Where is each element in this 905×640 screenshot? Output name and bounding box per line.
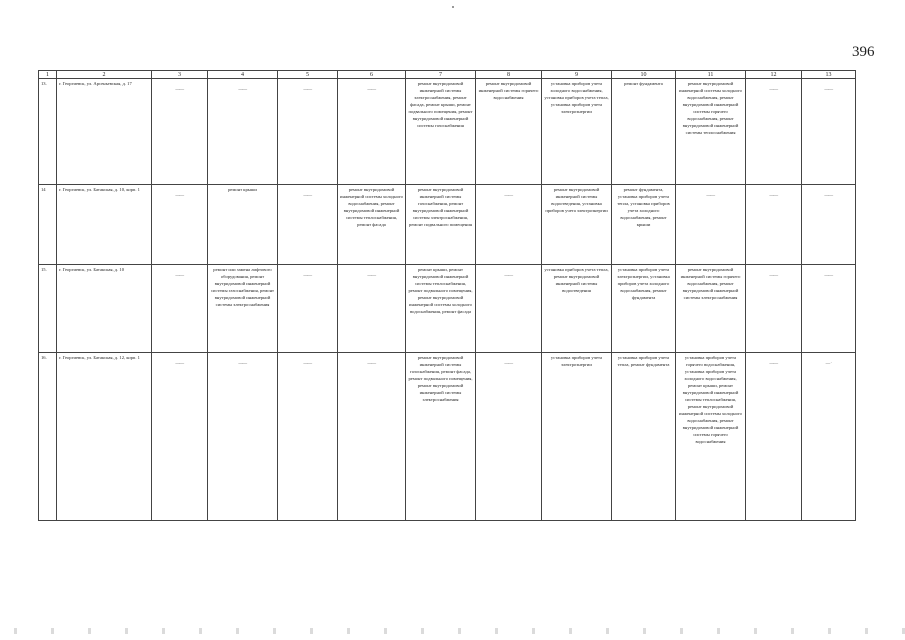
cell-col-6: ремонт внутридомовой инженерной системы холодного водоснабжения, ремонт внутридомовой инженерной системы теплоснабжения, ремонт фасада bbox=[338, 185, 406, 265]
table-row bbox=[39, 79, 856, 185]
cell-col-11: ремонт внутридомовой инженерной системы горячего водоснабжения, ремонт внутридомовой инженерной системы электроснабжения bbox=[676, 265, 746, 353]
col-header-11: 11 bbox=[676, 71, 746, 79]
cell-col-13: —— bbox=[802, 185, 856, 265]
cell-col-6: —— bbox=[338, 79, 406, 185]
col-header-10: 10 bbox=[612, 71, 676, 79]
col-header-13: 13 bbox=[802, 71, 856, 79]
cell-col-9: установка приборов учета тепла, ремонт внутридомовой инженерной системы водоотведения bbox=[542, 265, 612, 353]
cell-col-12: —— bbox=[746, 353, 802, 521]
cell-col-13: — · bbox=[802, 353, 856, 521]
row-number: 15. bbox=[39, 265, 57, 353]
row-number: 16. bbox=[39, 353, 57, 521]
cell-col-7: ремонт внутридомовой инженерной системы газоснабжения, ремонт внутридомовой инженерной системы электроснабжения, ремонт подвального помещения bbox=[406, 185, 476, 265]
cell-col-7: ремонт внутридомовой инженерной системы электроснабжения, ремонт фасада, ремонт крыши, ремонт подвального помещения, ремонт внутридомовой инженерной системы газоснабжения bbox=[406, 79, 476, 185]
col-header-1: 1 bbox=[39, 71, 57, 79]
cell-col-7: ремонт крыши, ремонт внутридомовой инженерной системы теплоснабжения, ремонт подвального помещения, ремонт внутридомовой инженерной системы холодного водоснабжения, ремонт фасада bbox=[406, 265, 476, 353]
col-header-9: 9 bbox=[542, 71, 612, 79]
cell-col-3: —— bbox=[152, 79, 208, 185]
cell-col-12: —— bbox=[746, 185, 802, 265]
cell-col-10: ремонт фундамента bbox=[612, 79, 676, 185]
cell-col-11: —— bbox=[676, 185, 746, 265]
cell-col-8: ремонт внутридомовой инженерной системы горячего водоснабжения bbox=[476, 79, 542, 185]
cell-col-10: ремонт фундамента, установка приборов учета тепла, установка приборов учета холодного водоснабжения, ремонт крыши bbox=[612, 185, 676, 265]
col-header-5: 5 bbox=[278, 71, 338, 79]
cell-col-5: —— bbox=[278, 185, 338, 265]
cell-col-10: установка приборов учета тепла, ремонт фундамента bbox=[612, 353, 676, 521]
scan-speck bbox=[452, 6, 454, 8]
cell-col-4: —— bbox=[208, 79, 278, 185]
cell-col-13: —— bbox=[802, 79, 856, 185]
col-header-3: 3 bbox=[152, 71, 208, 79]
cell-col-8: —— bbox=[476, 353, 542, 521]
col-header-7: 7 bbox=[406, 71, 476, 79]
cell-col-3: —— bbox=[152, 185, 208, 265]
cell-col-5: —— bbox=[278, 265, 338, 353]
cell-col-13: —— bbox=[802, 265, 856, 353]
col-header-8: 8 bbox=[476, 71, 542, 79]
cell-col-12: —— bbox=[746, 265, 802, 353]
cell-col-4: —— bbox=[208, 353, 278, 521]
row-address: г. Георгиевск, ул. Батакская, д. 10, корп. 1 bbox=[57, 185, 152, 265]
col-header-4: 4 bbox=[208, 71, 278, 79]
cell-col-4: ремонт крыши bbox=[208, 185, 278, 265]
table-row bbox=[39, 185, 856, 265]
cell-col-12: —— bbox=[746, 79, 802, 185]
cell-col-5: —— bbox=[278, 353, 338, 521]
row-number: 14 bbox=[39, 185, 57, 265]
cell-col-5: —— bbox=[278, 79, 338, 185]
cell-col-3: —— bbox=[152, 353, 208, 521]
cell-col-11: ремонт внутридомовой инженерной системы холодного водоснабжения, ремонт внутридомовой инженерной системы горячего водоснабжения, ремонт внутридомовой инженерной системы теплоснабжения bbox=[676, 79, 746, 185]
cell-col-11: установка приборов учета горячего водоснабжения, установка приборов учета холодного водоснабжения, ремонт крыши, ремонт внутридомовой инженерной системы теплоснабжения, ремонт внутридомовой инженерной системы холодного водоснабжения, ремонт внутридомовой инженерной системы горячего водоснабжения bbox=[676, 353, 746, 521]
row-address: г. Георгиевск, ул. Батакская, д. 12, корп. 1 bbox=[57, 353, 152, 521]
cell-col-7: ремонт внутридомовой инженерной системы газоснабжения, ремонт фасада, ремонт подвального помещения, ремонт внутридомовой инженерной системы электроснабжения bbox=[406, 353, 476, 521]
col-header-6: 6 bbox=[338, 71, 406, 79]
cell-col-6: —— bbox=[338, 265, 406, 353]
cell-col-9: установка приборов учета электроэнергии bbox=[542, 353, 612, 521]
table-row bbox=[39, 265, 856, 353]
row-address: г. Георгиевск, ул. Батакская, д. 10 bbox=[57, 265, 152, 353]
scan-noise-strip bbox=[0, 628, 905, 634]
table-row bbox=[39, 353, 856, 521]
cell-col-3: —— bbox=[152, 265, 208, 353]
cell-col-10: установка приборов учета электроэнергии, установка приборов учета холодного водоснабжения, ремонт фундамента bbox=[612, 265, 676, 353]
repair-schedule-table bbox=[38, 70, 856, 521]
cell-col-9: ремонт внутридомовой инженерной системы водоотведения, установка приборов учета электроэнергии bbox=[542, 185, 612, 265]
cell-col-8: —— bbox=[476, 185, 542, 265]
cell-col-6: —— bbox=[338, 353, 406, 521]
cell-col-4: ремонт или замена лифтового оборудования, ремонт внутридомовой инженерной системы газоснабжения, ремонт внутридомовой инженерной системы электроснабжения bbox=[208, 265, 278, 353]
col-header-12: 12 bbox=[746, 71, 802, 79]
cell-col-8: —— bbox=[476, 265, 542, 353]
col-header-2: 2 bbox=[57, 71, 152, 79]
row-address: г. Георгиевск, ул. Арсеньевская, д. 17 bbox=[57, 79, 152, 185]
row-number: 13. bbox=[39, 79, 57, 185]
cell-col-9: установка приборов учета холодного водоснабжения, установка приборов учета тепла, установка приборов учета электроэнергии bbox=[542, 79, 612, 185]
page-number: 396 bbox=[852, 44, 875, 60]
header-row bbox=[39, 71, 856, 79]
